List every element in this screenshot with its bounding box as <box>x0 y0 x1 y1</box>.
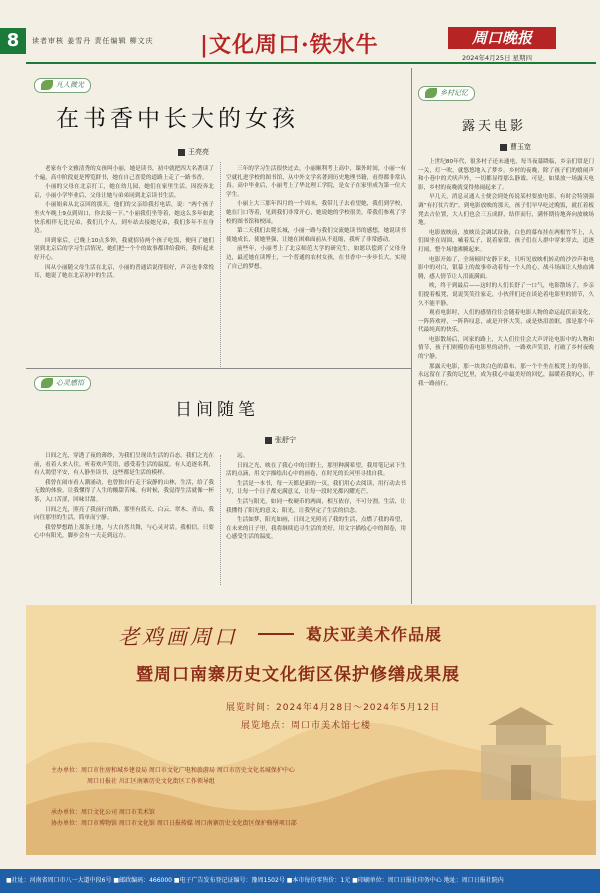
paragraph: 日间之光，映在了我心中的日野上，那里种满希望。我用笔记录下生活的点滴，用文字描绘出心中的画卷，在时光的长河里寻找自我。 <box>226 462 406 478</box>
ad-organizers: 主办单位：周口市住房和城乡建设局 周口市文化广电和旅游局 周口市历史文化名城保护中心 周口日报社 川汇区南寨历史文化街区工作领导组 <box>51 767 295 785</box>
paragraph: 生活是一本书，每一天都是新的一页，我们用心去阅读，用行动去书写，让每一个日子都充满意义，让每一段时光都闪耀光芒。 <box>226 480 406 496</box>
paragraph: 观看电影时，人们的感情往往会随着电影人物的命运起伏而变化，一阵阵欢呼，一阵阵叹息，或是开怀大笑，或是热泪盈眶，那是那个年代最纯真的快乐。 <box>418 310 594 334</box>
paragraph: 三年的学习生活很快过去，小丽顺利考上高中，课外时间，小丽一有空就扎进学校的图书馆，从中外文学名著到历史地理书籍，看得都非常认真。高中毕业后，小丽考上了华北理工学院，是女子在家里成为第一位大学生。 <box>226 166 406 198</box>
paragraph: 那露天电影，那一块块白色的幕布，那一个个坐在板凳上的身影，永远留在了我的记忆里，成为我心中最美好的回忆，温暖着我的心，伴我一路前行。 <box>418 363 594 387</box>
paragraph: 早几天，消息灵通人士便会到处传说某村要放电影，有时会特别强调“有打仗片的”。到电影放映的那天，孩子们早早吃过晚饭，就扛着板凳去占位置，大人们也会三五成群，结伴而行，满怀期待地奔向放映场地。 <box>418 194 594 227</box>
paragraph: 前些年，小丽考上了北京师范大学的研究生，如愿以偿到了父母身边，最近她在读博士，一个普通的农村女孩，在书香中一步步长大，实现了自己的梦想。 <box>226 246 406 270</box>
page-number: 8 <box>0 28 26 54</box>
square-icon <box>178 149 185 156</box>
section-label-1 <box>34 78 91 93</box>
article-column <box>226 165 406 365</box>
article-author: 曹玉宽 <box>500 142 531 152</box>
column-divider <box>220 455 221 585</box>
paragraph: 电影开始了，全场顿时安静下来，只听见放映机转动的沙沙声和电影中的对白，银幕上的故事牵动着每一个人的心，战斗场面让人热血沸腾，感人情节让人泪流满面。 <box>418 256 594 280</box>
paragraph: 生活与阳光，如同一枚硬币的两面，相互依存，不可分割。生活，让我懂得了阳光的意义；阳光，让我坚定了生活的信念。 <box>226 498 406 514</box>
square-icon <box>500 144 507 151</box>
article-author: 张舒宁 <box>265 435 296 445</box>
paragraph: 生活如梦，阳光如画，日间之光照亮了我的生活，点燃了我的希望，在未来的日子里，我将继续追寻生活的美好，用文字描绘心中的图卷，用心感受生活的温度。 <box>226 517 406 541</box>
article-column <box>34 165 214 365</box>
ad-undertakers: 承办单位：周口文化公司 周口市美术馆 协办单位：周口市博物馆 周口市文化馆 周口日报传媒 周口南寨历史文化街区保护修缮项目部 <box>51 809 297 827</box>
section-label-3 <box>418 86 475 101</box>
article-title: 日间随笔 <box>175 400 259 420</box>
paragraph: 老家有个文雅清秀的女孩叫小丽，她是读书，初中就把四大名著读了个遍，高中阶段更是博览群书，她在自己喜爱的道路上走了一路书香。 <box>34 166 214 181</box>
editor-line: 读者审核 姜雪丹 责任编辑 柳文庆 <box>32 37 154 45</box>
paragraph: 因从小丽随父母生活在北京，小丽的普通话说得很好，声音也非常悦耳，她说了她在北京初中的生活。 <box>34 264 214 280</box>
exhibition-ad <box>26 605 596 855</box>
ad-time: 展览时间：2024年4月28日～2024年5月12日 <box>226 703 441 713</box>
paragraph: 我曾在闹市看人潮涌动，也曾独自行走于寂静的山林，生活，给了我无数的体验，让我懂得了人生的酸甜苦辣。有时候，我觉得生活就像一杯茶，入口苦涩，回味甘甜。 <box>34 479 214 503</box>
page-footer: ■社址：河南省周口市八一大道中段6号 ■邮政编码：466000 ■电子广告发布登记证编号：豫周1502号 ■本市每份零售价：1元 ■印刷单位：周口日报社印务中心 地址：周口日报社院内 <box>0 869 600 893</box>
vertical-rule <box>411 68 412 604</box>
ad-calligraphy: 老鸡画周口 <box>118 625 238 649</box>
article-column <box>226 452 406 600</box>
paragraph: 上世纪80年代，很多村子还未通电，每当夜幕降临，乡亲们常是门一关，灯一吹，就悠悠地入了梦乡。乡村的夜晚，除了孩子们的嬉闹声和小巷中的犬吠声外，一切都显得那么静谧。可是，如果放一场露天电影，乡村的夜晚就变得热闹起来了。 <box>418 159 594 191</box>
paragraph: 第二天我们去爬长城，小丽一路与我们交流她读书的感想，她说读书使她成长，使她坚强，让她在困难面前从不退缩，我听了非常感动。 <box>226 228 406 243</box>
article-column <box>34 452 214 600</box>
section-label-text: 乡村记忆 <box>440 89 468 97</box>
article-author: 王亮亮 <box>178 147 209 157</box>
paragraph: 我曾梦想踏上那条土地，与大自然共舞，与心灵对话。我相信，只要心中有阳光，脚步会有一天走到远方。 <box>34 524 214 540</box>
article-title: 露天电影 <box>462 119 527 134</box>
paper-logo: 周口晚报 <box>448 27 556 49</box>
column-divider <box>220 162 221 367</box>
leaf-icon <box>41 378 53 388</box>
section-rule <box>26 368 411 369</box>
paragraph: 电影散场后，回家的路上，大人们往往会大声评论电影中的人物和情节，孩子们则模仿着电影里的动作，一路欢声笑语，打破了乡村夜晚的宁静。 <box>418 336 594 361</box>
paragraph: 小丽的父母在北京打工，她在幼儿园，她们在家里生活。因投奔北京，小丽小学毕业后，父母让她与弟弟同到北京读书生活。 <box>34 184 214 199</box>
paragraph: 回到家后，已晚上10点多钟，我就招待两个孩子吃饭，便问了她们别到北京后的学习生活情况，她们把一个个的故事都讲给我听，我听起来好开心。 <box>34 237 214 261</box>
paragraph: 小丽姐弟从北京回的那天，他们的父亲给我打电话，说：“两个孩子坐火车晚上9点到周口，你去接一下。”小丽我们坐等着，她这么多年如此快乐相伴无比兄弟，我们几个人，到车站去接她兄弟，我们多年不在身边。 <box>34 202 214 235</box>
section-label-text: 凡人微光 <box>56 81 84 89</box>
ad-subtitle: 暨周口南寨历史文化街区保护修缮成果展 <box>136 665 460 685</box>
paragraph: 小丽上大三那年四月的一个周末，我带儿子去看望她，我们到学校，她在门口等着，见到我们非常开心，她说她的学校很美，带我们参观了学校的图书馆和校园。 <box>226 201 406 225</box>
leaf-icon <box>425 88 437 98</box>
section-label-text: 心灵感悟 <box>56 379 84 387</box>
column-title: |文化周口·铁水牛 <box>200 32 379 58</box>
header-rule <box>26 62 596 64</box>
article-title: 在书香中长大的女孩 <box>56 106 299 132</box>
ad-dash <box>258 633 294 635</box>
paragraph: 唉，终于到最后——这时的人们长舒了一口气，电影散场了，乡亲们提着板凳，说说笑笑往家走，小伙伴们还在谈论着电影里的情节，久久不能平静。 <box>418 283 594 307</box>
ad-venue: 展览地点：周口市美术馆七楼 <box>241 721 372 731</box>
paragraph: 电影放映前，放映员会调试设备，白色的幕布挂在两根竹竿上，人们围坐在周围，嗑着瓜子，说着家常，孩子们在人群中穿来穿去，追逐打闹，整个场地沸腾起来。 <box>418 229 594 253</box>
article-column <box>418 158 594 600</box>
paragraph: 日间之光，照亮了我前行的路，那里有蓝天、白云、翠木、青山，我向往那里的生活，简单而宁静。 <box>34 506 214 522</box>
paragraph: 远。 <box>237 453 249 459</box>
section-label-2 <box>34 376 91 391</box>
square-icon <box>265 437 272 444</box>
leaf-icon <box>41 80 53 90</box>
paragraph: 日间之光，穿透了夜的薄纱，为我们呈现出生活的百态。我们之光在前，看着人来人往，听着欢声笑语，感受着生活的温度。有人追逐名利，有人渴望平安，有人静坐读书，这些都是生活的模样。 <box>34 453 214 477</box>
ad-title: 葛庆亚美术作品展 <box>306 625 443 644</box>
paper-date: 2024年4月25日 星期四 <box>462 54 533 62</box>
